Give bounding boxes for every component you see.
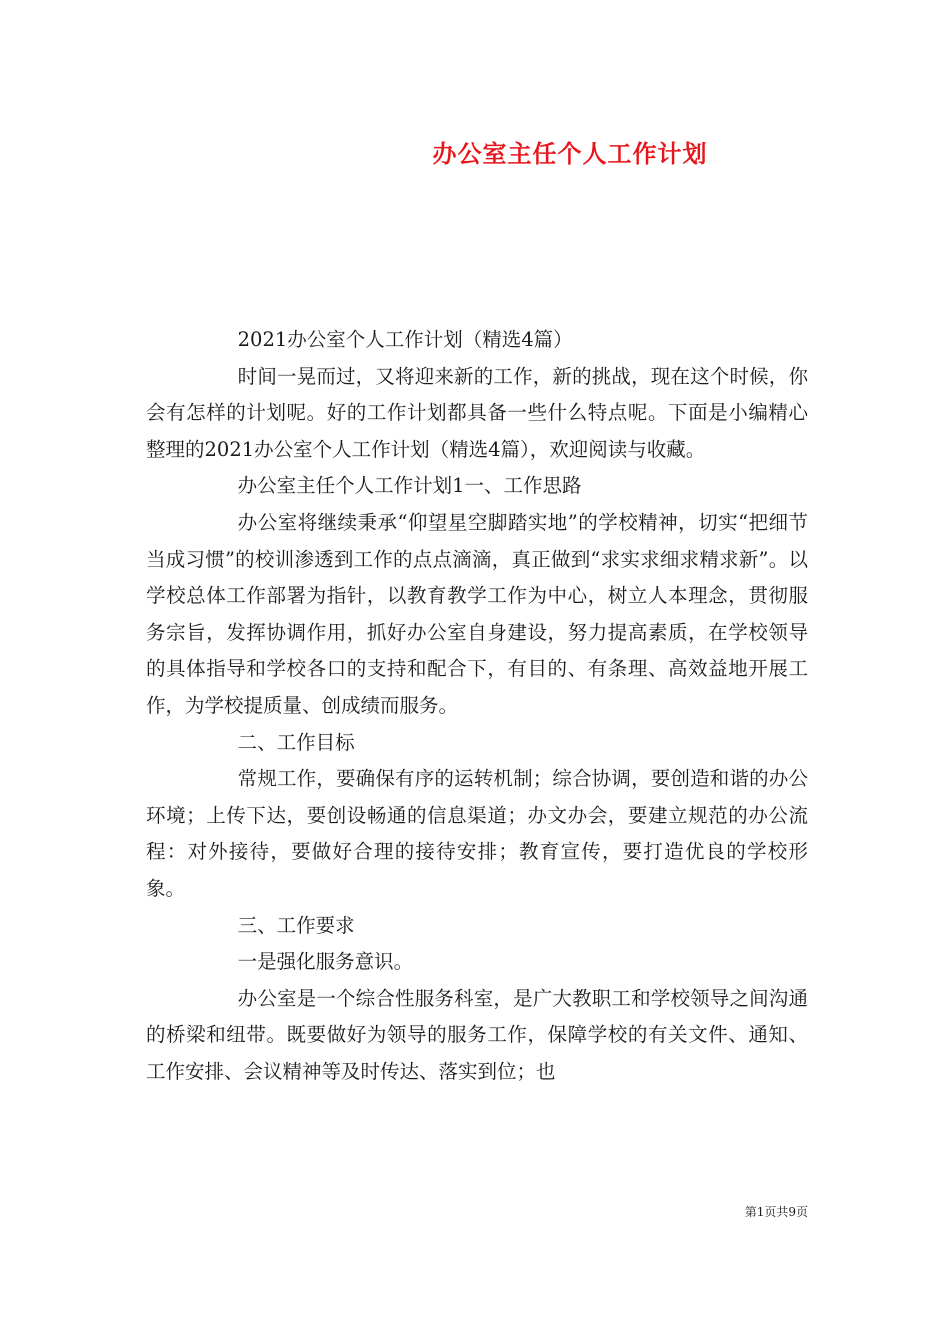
subtitle-paragraph: 2021办公室个人工作计划（精选4篇） [237, 328, 573, 351]
service-paragraph: 办公室是一个综合性服务科室，是广大教职工和学校领导之间沟通的桥梁和纽带。既要做好为领导的服务工作，保障学校的有关文件、通知、工作安排、会议精神等及时传达、落实到位；也 [146, 986, 808, 1083]
section-heading-3: 三、工作要求 [237, 913, 355, 937]
work-ideas-paragraph: 办公室将继续秉承“仰望星空脚踏实地”的学校精神，切实“把细节当成习惯”的校训渗透到工作的点点滴滴，真正做到“求实求细求精求新”。以学校总体工作部署为指针，以教育教学工作为中心，树立人本理念，贯彻服务宗旨，发挥协调作用，抓好办公室自身建设，努力提高素质，在学校领导的具体指导和学校各口的支持和配合下，有目的、有条理、高效益地开展工作，为学校提质量、创成绩而服务。 [146, 510, 808, 717]
section-heading-1: 办公室主任个人工作计划1一、工作思路 [237, 474, 582, 498]
document-body [146, 322, 808, 1090]
work-goals-paragraph: 常规工作，要确保有序的运转机制；综合协调，要创造和谐的办公环境；上传下达，要创设畅通的信息渠道；办文办会，要建立规范的办公流程：对外接待，要做好合理的接待安排；教育宣传，要打造优良的学校形象。 [146, 767, 808, 900]
requirement-item-1: 一是强化服务意识。 [237, 950, 414, 974]
document-title: 办公室主任个人工作计划 [432, 139, 708, 168]
page-number-footer: 第1页共9页 [744, 1205, 808, 1219]
section-heading-2: 二、工作目标 [237, 730, 355, 754]
intro-paragraph: 时间一晃而过，又将迎来新的工作，新的挑战，现在这个时候，你会有怎样的计划呢。好的工作计划都具备一些什么特点呢。下面是小编精心整理的2021办公室个人工作计划（精选4篇），欢迎阅读与收藏。 [146, 364, 808, 461]
